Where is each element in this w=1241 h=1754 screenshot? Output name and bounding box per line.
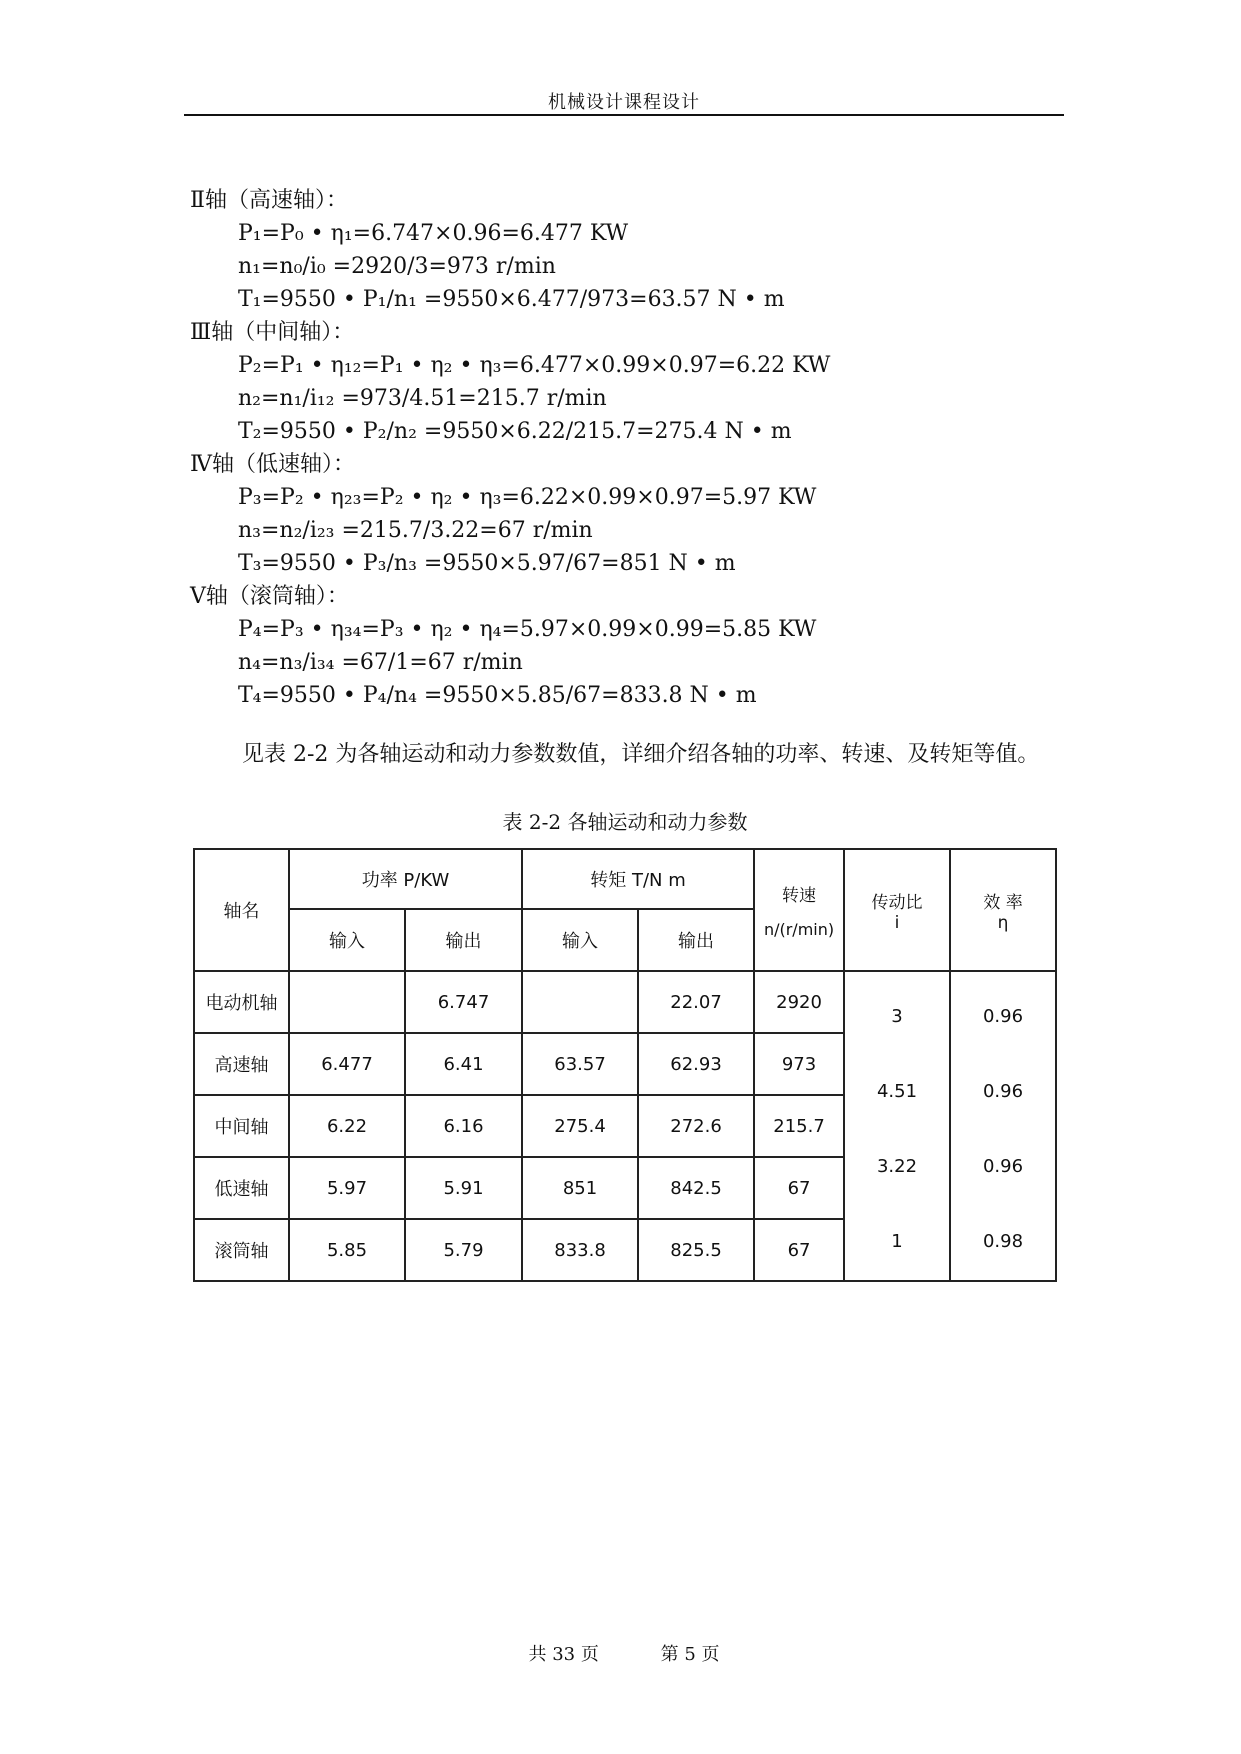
formula-line: P₄=P₃ • η₃₄=P₃ • η₂ • η₄=5.97×0.99×0.99=5.85 KW <box>238 617 817 642</box>
page-footer <box>184 1640 1064 1666</box>
header-speed <box>754 849 844 971</box>
cell-torque-in: 851 <box>522 1157 638 1219</box>
cell-power-out: 6.16 <box>405 1095 522 1157</box>
header-power-in: 输入 <box>289 909 405 971</box>
calculations <box>190 184 1070 712</box>
cell-power-in: 6.22 <box>289 1095 405 1157</box>
cell-torque-in: 833.8 <box>522 1219 638 1281</box>
total-pages: 共 33 页 <box>528 1644 599 1665</box>
formula-line: T₄=9550 • P₄/n₄ =9550×5.85/67=833.8 N • m <box>238 683 757 708</box>
cell-shaft-name: 电动机轴 <box>194 971 289 1033</box>
cell-torque-out: 62.93 <box>638 1033 754 1095</box>
cell-torque-out: 825.5 <box>638 1219 754 1281</box>
cell-torque-out: 842.5 <box>638 1157 754 1219</box>
header-torque-out: 输出 <box>638 909 754 971</box>
table-caption: 表 2-2 各轴运动和动力参数 <box>502 810 748 834</box>
cell-torque-out: 272.6 <box>638 1095 754 1157</box>
header-rule <box>184 114 1064 116</box>
cell-speed: 67 <box>754 1157 844 1219</box>
header-power-out: 输出 <box>405 909 522 971</box>
page-number: 第 5 页 <box>660 1644 720 1665</box>
cell-power-in: 5.97 <box>289 1157 405 1219</box>
formula-line: T₃=9550 • P₃/n₃ =9550×5.97/67=851 N • m <box>238 551 736 576</box>
header-speed-unit: n/(r/min) <box>763 920 835 939</box>
cell-power-out: 6.747 <box>405 971 522 1033</box>
header-ratio <box>844 849 950 971</box>
cell-shaft-name: 低速轴 <box>194 1157 289 1219</box>
cell-speed: 2920 <box>754 971 844 1033</box>
header-ratio-symbol: i <box>894 912 900 933</box>
formula-line: n₂=n₁/i₁₂ =973/4.51=215.7 r/min <box>238 386 607 411</box>
shaft-heading: Ⅴ轴（滚筒轴）： <box>190 584 349 609</box>
ratio-value: 3.22 <box>876 1156 918 1177</box>
cell-power-out: 5.79 <box>405 1219 522 1281</box>
efficiency-value: 0.98 <box>982 1231 1024 1252</box>
cell-power-in: 6.477 <box>289 1033 405 1095</box>
header-speed-label: 转速 <box>782 886 817 906</box>
cell-torque-in: 63.57 <box>522 1033 638 1095</box>
cell-power-in: 5.85 <box>289 1219 405 1281</box>
ratio-value: 4.51 <box>876 1081 918 1102</box>
efficiency-value: 0.96 <box>982 1006 1024 1027</box>
ratio-column <box>844 971 950 1281</box>
cell-shaft-name: 中间轴 <box>194 1095 289 1157</box>
formula-line: P₂=P₁ • η₁₂=P₁ • η₂ • η₃=6.477×0.99×0.97=6.22 KW <box>238 353 831 378</box>
parameters-table <box>193 848 1057 1282</box>
intro-paragraph: 见表 2-2 为各轴运动和动力参数数值，详细介绍各轴的功率、转速、及转矩等值。 <box>242 742 1040 767</box>
cell-power-in <box>289 971 405 1033</box>
formula-line: P₃=P₂ • η₂₃=P₂ • η₂ • η₃=6.22×0.99×0.97=5.97 KW <box>238 485 817 510</box>
page-header: 机械设计课程设计 <box>548 92 700 113</box>
cell-speed: 973 <box>754 1033 844 1095</box>
header-efficiency-label: 效 率 <box>983 892 1023 913</box>
cell-power-out: 5.91 <box>405 1157 522 1219</box>
ratio-value: 3 <box>891 1006 903 1027</box>
cell-torque-out: 22.07 <box>638 971 754 1033</box>
cell-speed: 67 <box>754 1219 844 1281</box>
efficiency-column <box>950 971 1056 1281</box>
formula-line: n₄=n₃/i₃₄ =67/1=67 r/min <box>238 650 523 675</box>
shaft-heading: Ⅳ轴（低速轴）： <box>190 452 355 477</box>
shaft-heading: Ⅱ轴（高速轴）： <box>190 188 348 213</box>
table-row <box>194 971 1056 1033</box>
header-ratio-label: 传动比 <box>871 892 923 913</box>
cell-shaft-name: 滚筒轴 <box>194 1219 289 1281</box>
formula-line: T₂=9550 • P₂/n₂ =9550×6.22/215.7=275.4 N • m <box>238 419 792 444</box>
formula-line: T₁=9550 • P₁/n₁ =9550×6.477/973=63.57 N • m <box>238 287 785 312</box>
formula-line: n₁=n₀/i₀ =2920/3=973 r/min <box>238 254 556 279</box>
header-efficiency-symbol: η <box>997 912 1009 933</box>
cell-shaft-name: 高速轴 <box>194 1033 289 1095</box>
ratio-value: 1 <box>891 1231 903 1252</box>
efficiency-value: 0.96 <box>982 1081 1024 1102</box>
header-efficiency <box>950 849 1056 971</box>
cell-power-out: 6.41 <box>405 1033 522 1095</box>
header-torque: 转矩 T/N m <box>522 849 754 909</box>
header-torque-in: 输入 <box>522 909 638 971</box>
cell-torque-in <box>522 971 638 1033</box>
cell-torque-in: 275.4 <box>522 1095 638 1157</box>
header-power: 功率 P/KW <box>289 849 522 909</box>
formula-line: P₁=P₀ • η₁=6.747×0.96=6.477 KW <box>238 221 629 246</box>
shaft-heading: Ⅲ轴（中间轴）： <box>190 320 355 345</box>
cell-speed: 215.7 <box>754 1095 844 1157</box>
efficiency-value: 0.96 <box>982 1156 1024 1177</box>
formula-line: n₃=n₂/i₂₃ =215.7/3.22=67 r/min <box>238 518 593 543</box>
header-shaft-name: 轴名 <box>194 849 289 971</box>
